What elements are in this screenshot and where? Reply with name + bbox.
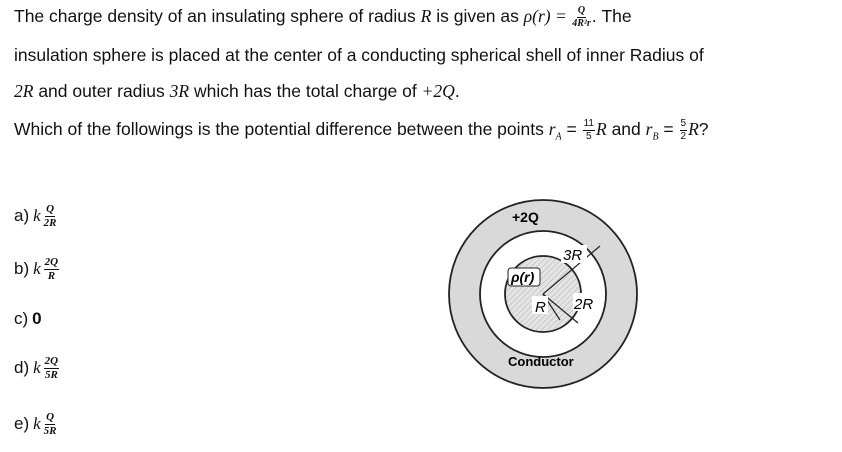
q4-R1: R — [596, 119, 607, 139]
q1-rho: ρ(r) = — [523, 6, 572, 26]
q3-text-b: and outer radius — [33, 81, 170, 101]
q4-frac1-num: 11 — [583, 117, 594, 129]
option-e-den: 5R — [43, 424, 57, 437]
option-b-num: 2Q — [44, 255, 59, 268]
option-e-num: Q — [46, 410, 55, 423]
q3-outer-radius: 3R — [169, 81, 190, 101]
q4-frac2-den: 2 — [680, 130, 687, 142]
q4-rB-letter: r — [645, 119, 653, 139]
q4-frac2-num: 5 — [680, 117, 687, 129]
q1-text-a: The charge density of an insulating sphere of radius — [14, 6, 421, 26]
option-b-den: R — [47, 269, 56, 282]
q4-frac1-den: 5 — [586, 130, 592, 142]
option-d-label: d) — [14, 358, 30, 377]
q4-rA-letter: r — [548, 119, 556, 139]
sphere-radius-label: R — [535, 299, 546, 316]
option-d-num: 2Q — [44, 354, 59, 367]
q4-eq2: = — [658, 119, 679, 139]
option-c-value: 0 — [32, 309, 42, 328]
conductor-label: Conductor — [508, 354, 574, 369]
option-a-den: 2R — [43, 216, 57, 229]
option-d-den: 5R — [44, 368, 58, 381]
option-a-num: Q — [46, 202, 55, 215]
q4-and: and — [606, 119, 646, 139]
option-c-label: c) — [14, 309, 29, 328]
q2-text: insulation sphere is placed at the center of a conducting spherical shell of inner Radius of — [14, 45, 704, 65]
q3-charge: +2Q — [421, 81, 455, 101]
q4-qmark: ? — [698, 119, 709, 139]
q4-rB-sub: B — [652, 131, 659, 143]
option-e-label: e) — [14, 414, 30, 433]
inner-radius-label: 2R — [574, 296, 594, 313]
option-a-label: a) — [14, 206, 30, 225]
option-b-label: b) — [14, 259, 30, 278]
shell-charge-label: +2Q — [512, 209, 539, 225]
q4-text-a: Which of the followings is the potential difference between the points — [14, 119, 549, 139]
q1-radius-symbol: R — [420, 6, 432, 26]
outer-radius-label: 3R — [563, 247, 583, 264]
option-d-k: k — [33, 358, 41, 377]
q1-text-c: . The — [591, 6, 632, 26]
q1-frac-den: 4R²r — [572, 17, 591, 29]
q3-inner-radius: 2R — [14, 81, 34, 101]
option-b-k: k — [33, 259, 41, 278]
q4-eq1: = — [561, 119, 582, 139]
option-a-k: k — [33, 206, 41, 225]
q1-text-b: is given as — [431, 6, 524, 26]
q4-rA-sub: A — [555, 131, 562, 143]
q3-text-f: . — [454, 81, 460, 101]
q1-frac-num: Q — [577, 4, 586, 16]
rho-label: ρ(r) — [511, 269, 535, 285]
option-e-k: k — [33, 414, 41, 433]
q4-R2: R — [688, 119, 699, 139]
q3-text-d: which has the total charge of — [189, 81, 422, 101]
